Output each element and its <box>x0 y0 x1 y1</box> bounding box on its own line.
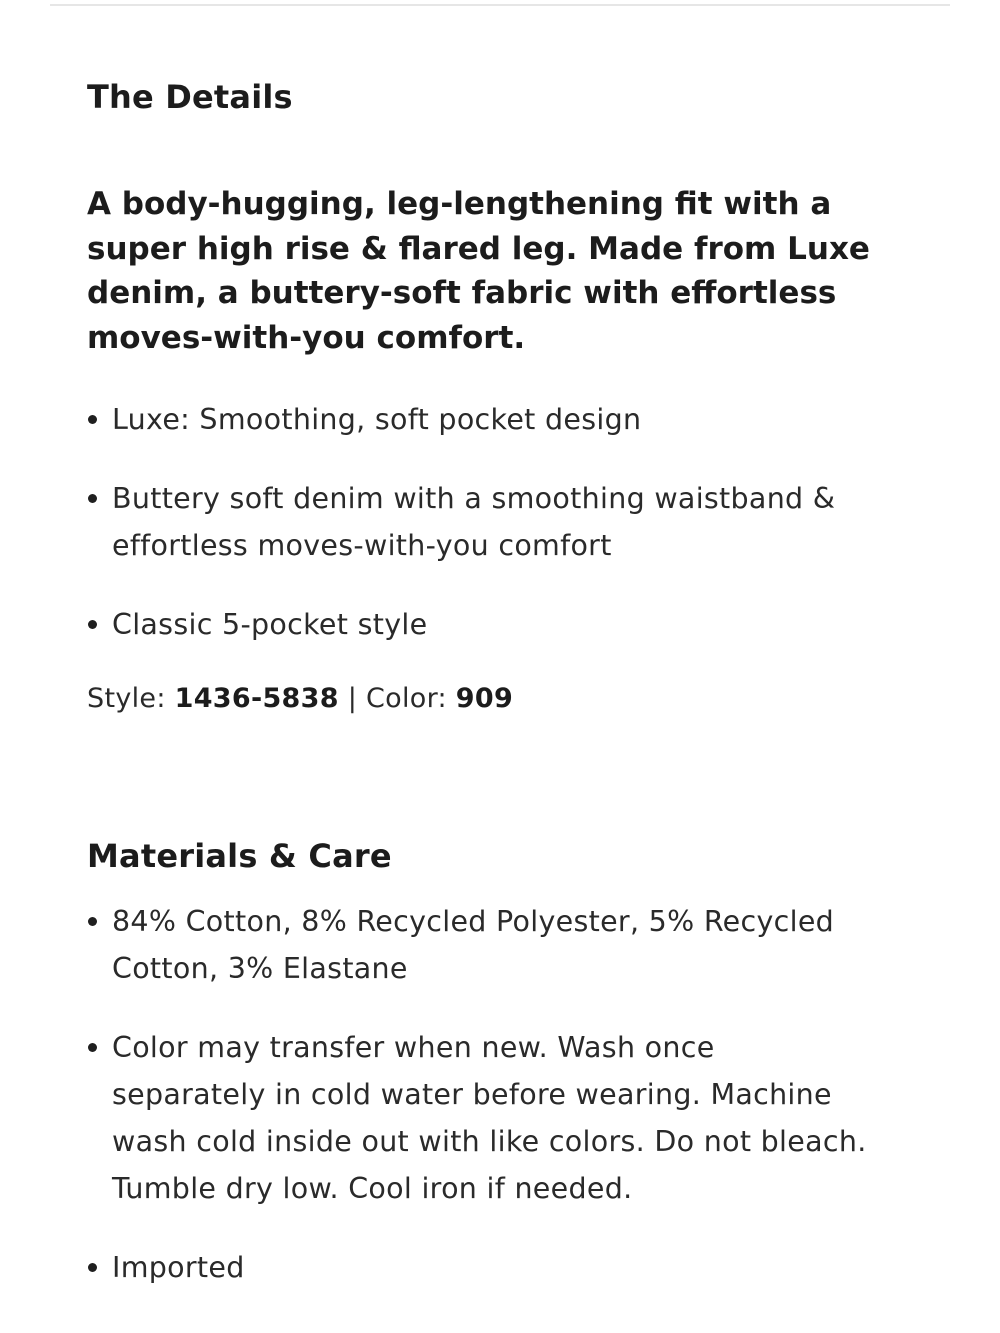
details-bullet <box>87 475 877 569</box>
color-value: 909 <box>455 683 514 714</box>
details-bullet <box>87 396 877 443</box>
materials-bullet-text: 84% Cotton, 8% Recycled Polyester, 5% Recycled Cotton, 3% Elastane <box>112 905 835 985</box>
materials-bullet-text: Color may transfer when new. Wash once separately in cold water before wearing. Machine wash cold inside out with like colors. Do not bleach. Tumble dry low. Cool iron if needed. <box>112 1031 867 1205</box>
style-color-line <box>87 683 513 714</box>
style-label: Style: <box>87 683 175 714</box>
color-label: Color: <box>365 683 456 714</box>
bullet-dot-icon <box>88 415 97 424</box>
details-bullet <box>87 601 877 648</box>
details-bullet-text: Buttery soft denim with a smoothing waistband & effortless moves-with-you comfort <box>112 482 836 562</box>
style-value: 1436-5838 <box>174 683 339 714</box>
materials-bullet <box>87 898 877 992</box>
materials-bullet <box>87 1024 877 1212</box>
materials-list <box>87 898 877 1323</box>
top-divider <box>50 4 950 6</box>
bullet-dot-icon <box>88 494 97 503</box>
materials-bullet-text: Imported <box>112 1251 245 1284</box>
details-bullet-text: Classic 5-pocket style <box>112 608 428 641</box>
bullet-dot-icon <box>88 620 97 629</box>
details-intro: A body-hugging, leg-lengthening fit with a super high rise & flared leg. Made from Luxe denim, a buttery-soft fabric with effortless moves-with-you comfort. <box>87 186 870 356</box>
materials-heading: Materials & Care <box>87 837 392 875</box>
materials-bullet <box>87 1244 877 1291</box>
bullet-dot-icon <box>88 917 97 926</box>
bullet-dot-icon <box>88 1263 97 1272</box>
bullet-dot-icon <box>88 1043 97 1052</box>
details-list <box>87 396 877 680</box>
details-heading: The Details <box>87 78 293 116</box>
meta-separator: | <box>338 683 366 714</box>
details-bullet-text: Luxe: Smoothing, soft pocket design <box>112 403 642 436</box>
